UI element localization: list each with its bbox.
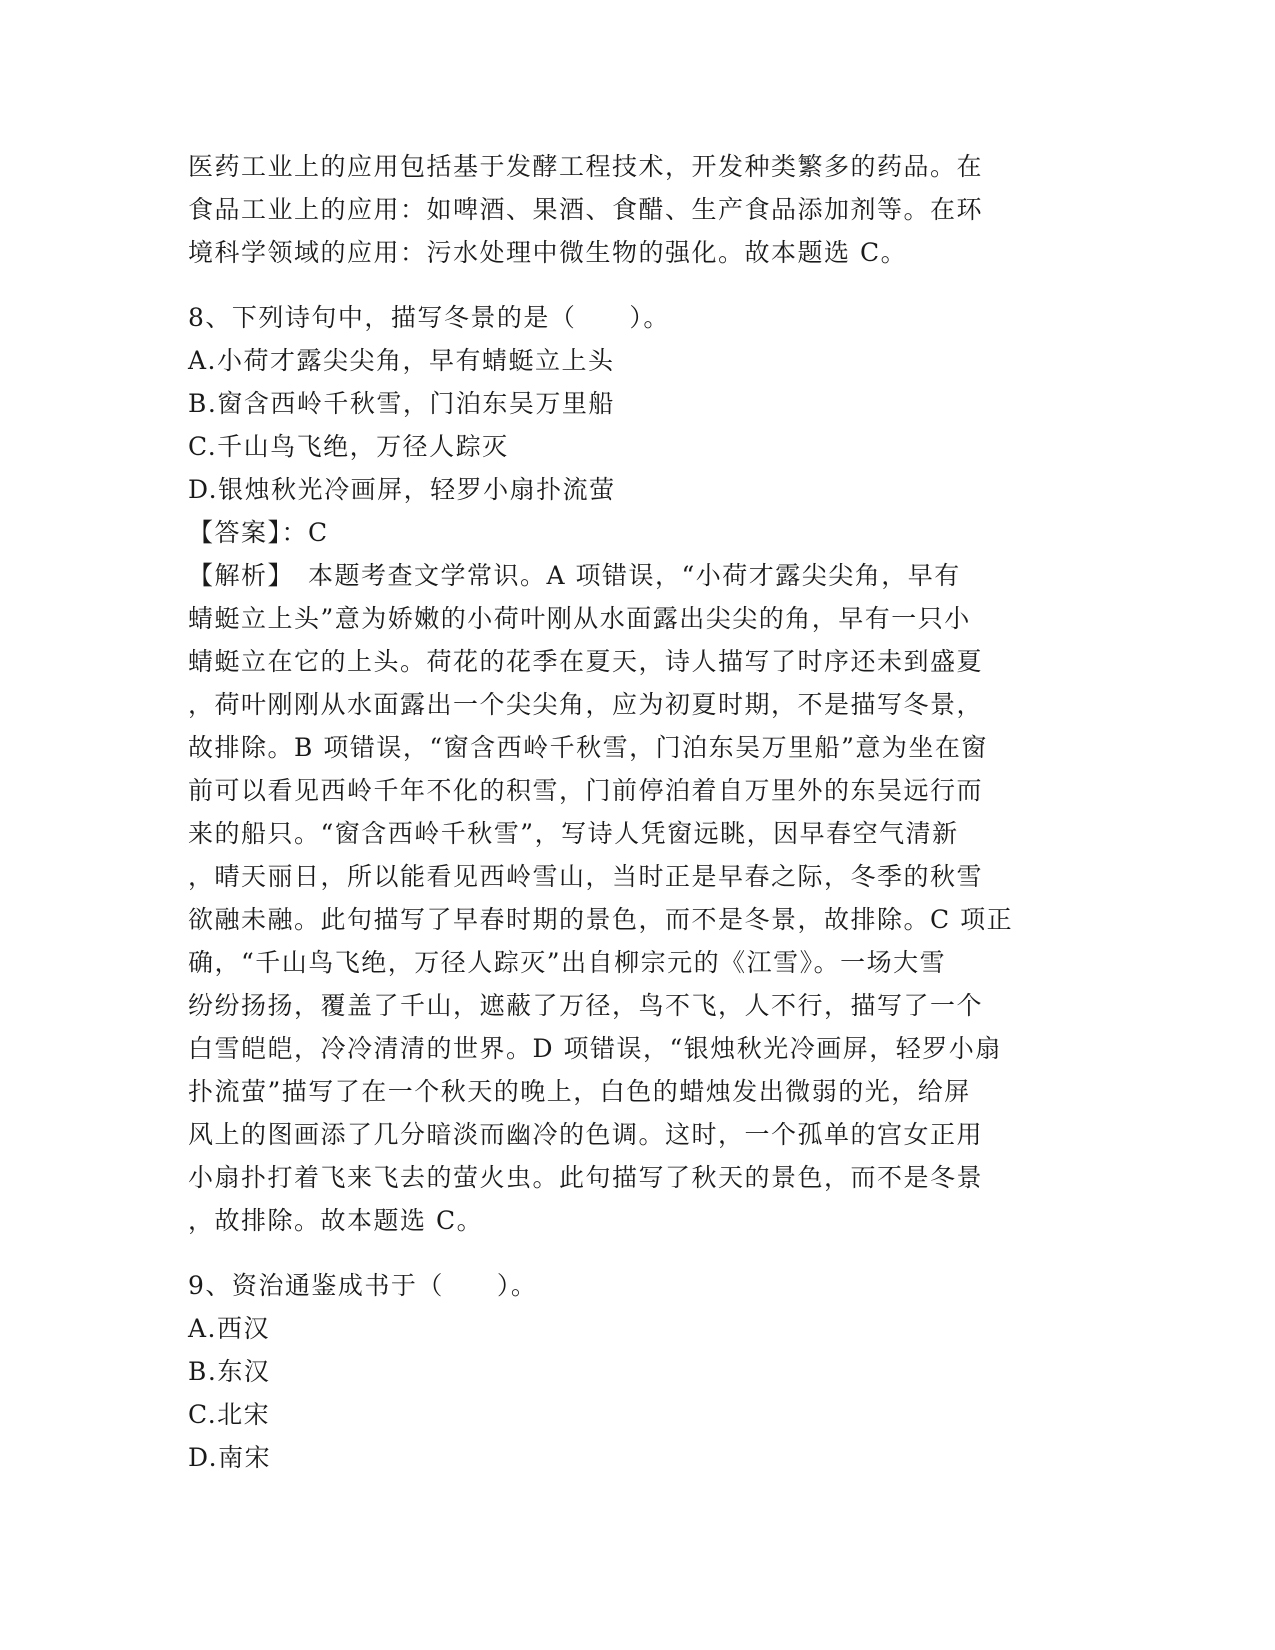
text-line: 来的船只。“窗含西岭千秋雪”，写诗人凭窗远眺，因早春空气清新 bbox=[188, 819, 959, 848]
text-line: 故排除。B 项错误，“窗含西岭千秋雪，门泊东吴万里船”意为坐在窗 bbox=[188, 733, 988, 762]
question-9 bbox=[188, 1264, 1088, 1479]
document-page bbox=[188, 145, 1088, 1479]
spacer bbox=[188, 274, 1088, 296]
text-line: 食品工业上的应用：如啤酒、果酒、食醋、生产食品添加剂等。在环 bbox=[188, 195, 984, 224]
option-a: A.小荷才露尖尖角，早有蜻蜓立上头 bbox=[188, 346, 615, 375]
text-line: 确，“千山鸟飞绝，万径人踪灭”出自柳宗元的《江雪》。一场大雪 bbox=[188, 948, 947, 977]
question-text: 9、资治通鉴成书于（ ）。 bbox=[188, 1271, 538, 1300]
text-line: 扑流萤”描写了在一个秋天的晚上，白色的蜡烛发出微弱的光，给屏 bbox=[188, 1077, 971, 1106]
text-line: 风上的图画添了几分暗淡而幽冷的色调。这时，一个孤单的宫女正用 bbox=[188, 1120, 984, 1149]
option-a: A.西汉 bbox=[188, 1314, 271, 1343]
option-c: C.北宋 bbox=[188, 1400, 271, 1429]
text-line: ，故排除。故本题选 C。 bbox=[188, 1206, 484, 1235]
option-c: C.千山鸟飞绝，万径人踪灭 bbox=[188, 432, 509, 461]
spacer bbox=[188, 1242, 1088, 1264]
text-line: 境科学领域的应用：污水处理中微生物的强化。故本题选 C。 bbox=[188, 238, 908, 267]
option-b: B.东汉 bbox=[188, 1357, 271, 1386]
text-line: 小扇扑打着飞来飞去的萤火虫。此句描写了秋天的景色，而不是冬景 bbox=[188, 1163, 984, 1192]
text-line: 白雪皑皑，冷冷清清的世界。D 项错误，“银烛秋光冷画屏，轻罗小扇 bbox=[188, 1034, 1002, 1063]
option-d: D.银烛秋光冷画屏，轻罗小扇扑流萤 bbox=[188, 475, 616, 504]
intro-paragraph bbox=[188, 145, 1088, 274]
text-line: 纷纷扬扬，覆盖了千山，遮蔽了万径，鸟不飞，人不行，描写了一个 bbox=[188, 991, 984, 1020]
text-line: 医药工业上的应用包括基于发酵工程技术，开发种类繁多的药品。在 bbox=[188, 152, 984, 181]
question-8 bbox=[188, 296, 1088, 1242]
text-line: 前可以看见西岭千年不化的积雪，门前停泊着自万里外的东吴远行而 bbox=[188, 776, 984, 805]
option-b: B.窗含西岭千秋雪，门泊东吴万里船 bbox=[188, 389, 615, 418]
answer-line: 【答案】：C bbox=[188, 518, 329, 547]
question-text: 8、下列诗句中，描写冬景的是（ ）。 bbox=[188, 303, 670, 332]
text-line: ，荷叶刚刚从水面露出一个尖尖角，应为初夏时期，不是描写冬景， bbox=[188, 690, 984, 719]
explanation bbox=[188, 554, 1088, 1242]
option-d: D.南宋 bbox=[188, 1443, 272, 1472]
text-line: ，晴天丽日，所以能看见西岭雪山，当时正是早春之际，冬季的秋雪 bbox=[188, 862, 984, 891]
text-line: 蜻蜓立上头”意为娇嫩的小荷叶刚从水面露出尖尖的角，早有一只小 bbox=[188, 604, 971, 633]
text-line: 【解析】 本题考查文学常识。A 项错误，“小荷才露尖尖角，早有 bbox=[188, 561, 961, 590]
text-line: 蜻蜓立在它的上头。荷花的花季在夏天，诗人描写了时序还未到盛夏 bbox=[188, 647, 984, 676]
text-line: 欲融未融。此句描写了早春时期的景色，而不是冬景，故排除。C 项正 bbox=[188, 905, 1014, 934]
